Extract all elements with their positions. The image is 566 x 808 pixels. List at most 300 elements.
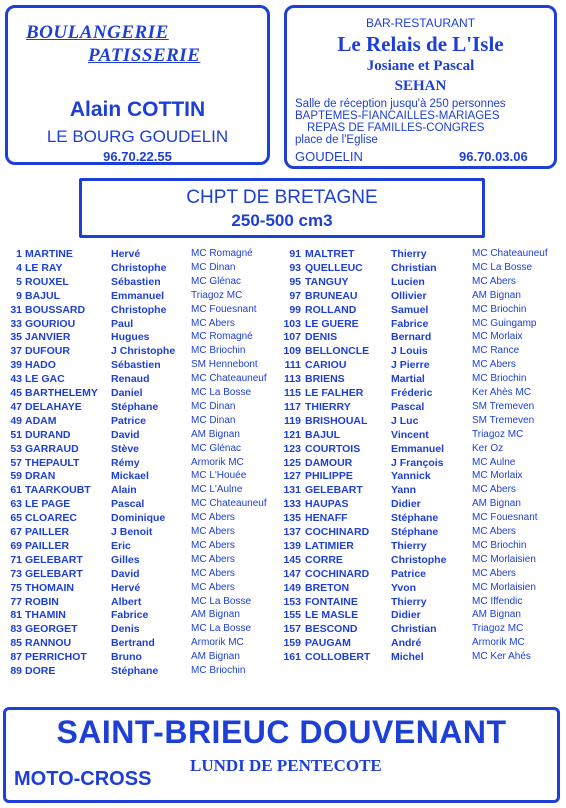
rider-club: Ker Ahès MC bbox=[472, 387, 531, 398]
rider-name: LE GAC bbox=[25, 373, 65, 386]
rider-club: AM Bignan bbox=[472, 609, 521, 621]
advert-bakery-line1: BOULANGERIE bbox=[26, 22, 169, 43]
rider-firstname: Denis bbox=[111, 623, 140, 636]
rider-firstname: Yannick bbox=[391, 470, 431, 483]
rider-name: CORRE bbox=[305, 553, 343, 566]
rider-firstname: Martial bbox=[391, 373, 425, 386]
advert-restaurant-type: BAR-RESTAURANT bbox=[365, 16, 476, 30]
rider-number: 89 bbox=[10, 665, 22, 677]
rider-club: Armorik MC bbox=[191, 637, 244, 649]
rider-number: 91 bbox=[289, 248, 301, 260]
rider-club: MC Briochin bbox=[191, 665, 246, 676]
rider-firstname: Fabrice bbox=[111, 609, 149, 622]
rider-firstname: Hervé bbox=[111, 248, 141, 260]
rider-number: 65 bbox=[10, 512, 22, 525]
rider-firstname: Albert bbox=[111, 595, 142, 608]
rider-row bbox=[0, 372, 566, 386]
championship-title: CHPT DE BRETAGNE bbox=[186, 187, 378, 208]
rider-name: GELEBART bbox=[25, 567, 83, 580]
rider-firstname: Bruno bbox=[111, 651, 142, 664]
rider-name: MALTRET bbox=[305, 248, 355, 260]
rider-row bbox=[0, 595, 566, 609]
rider-row bbox=[0, 344, 566, 358]
rider-club: SM Hennebont bbox=[191, 359, 258, 371]
advert-restaurant-surname: SEHAN bbox=[394, 78, 447, 94]
rider-club: MC Chateauneuf bbox=[472, 248, 548, 259]
rider-club: MC Abers bbox=[472, 275, 516, 287]
rider-row bbox=[0, 664, 566, 678]
rider-name: COCHINARD bbox=[305, 526, 370, 538]
rider-row bbox=[0, 317, 566, 331]
rider-row bbox=[0, 608, 566, 622]
rider-firstname: J Christophe bbox=[111, 345, 176, 358]
rider-number: 161 bbox=[283, 651, 301, 664]
rider-name: PERRICHOT bbox=[25, 651, 87, 664]
advert-bakery-line2: PATISSERIE bbox=[88, 45, 201, 66]
rider-name: LE FALHER bbox=[305, 387, 364, 399]
rider-firstname: Christophe bbox=[111, 303, 167, 316]
rider-number: 69 bbox=[10, 539, 22, 552]
rider-name: COCHINARD bbox=[305, 567, 370, 580]
rider-club: MC Fouesnant bbox=[472, 512, 538, 524]
rider-firstname: Christian bbox=[391, 261, 437, 274]
rider-name: BOUSSARD bbox=[25, 303, 86, 316]
rider-name: BRISHOUAL bbox=[305, 414, 368, 427]
rider-club: MC Aulne bbox=[472, 456, 516, 468]
rider-club: SM Tremeven bbox=[472, 414, 535, 426]
rider-firstname: Rémy bbox=[111, 456, 140, 469]
rider-firstname: J Benoit bbox=[111, 526, 153, 538]
rider-number: 119 bbox=[284, 414, 301, 427]
advert-restaurant-town: GOUDELIN bbox=[295, 149, 363, 164]
rider-number: 33 bbox=[10, 317, 22, 330]
rider-club: MC Abers bbox=[191, 526, 235, 537]
rider-club: MC Abers bbox=[191, 512, 235, 524]
rider-name: TANGUY bbox=[305, 275, 349, 288]
rider-club: MC Romagné bbox=[191, 331, 253, 343]
rider-row bbox=[0, 581, 566, 595]
rider-number: 43 bbox=[10, 373, 22, 386]
rider-firstname: J Luc bbox=[391, 414, 419, 427]
rider-number: 67 bbox=[10, 526, 22, 538]
rider-firstname: Sébastien bbox=[111, 275, 161, 288]
rider-name: THEPAULT bbox=[25, 456, 80, 469]
rider-firstname: David bbox=[111, 567, 140, 580]
rider-firstname: André bbox=[391, 637, 422, 650]
rider-row bbox=[0, 330, 566, 344]
rider-row bbox=[0, 553, 566, 567]
rider-firstname: Thierry bbox=[391, 248, 427, 260]
rider-name: COURTOIS bbox=[305, 442, 361, 455]
rider-number: 83 bbox=[10, 623, 22, 636]
rider-number: 93 bbox=[289, 261, 301, 274]
rider-number: 47 bbox=[10, 400, 22, 413]
rider-name: BESCOND bbox=[305, 623, 358, 636]
rider-number: 111 bbox=[284, 359, 301, 372]
rider-name: FONTAINE bbox=[305, 595, 358, 608]
rider-firstname: Lucien bbox=[391, 275, 425, 288]
rider-number: 107 bbox=[283, 331, 301, 344]
rider-number: 37 bbox=[10, 345, 22, 358]
rider-club: MC Chateauneuf bbox=[191, 498, 267, 510]
rider-name: PAILLER bbox=[25, 526, 70, 538]
rider-club: MC Briochin bbox=[472, 373, 527, 385]
rider-firstname: Michel bbox=[391, 651, 424, 664]
restaurant-advert bbox=[284, 5, 557, 169]
rider-club: MC Briochin bbox=[472, 539, 527, 551]
rider-firstname: Patrice bbox=[391, 567, 427, 580]
event-date: LUNDI DE PENTECOTE bbox=[190, 756, 382, 775]
rider-number: 97 bbox=[289, 289, 301, 302]
rider-number: 9 bbox=[16, 289, 22, 302]
rider-club: MC Morlaix bbox=[472, 470, 523, 482]
rider-number: 35 bbox=[10, 331, 22, 344]
rider-firstname: J Louis bbox=[391, 345, 428, 358]
rider-row bbox=[0, 525, 566, 539]
rider-row bbox=[0, 567, 566, 581]
rider-number: 125 bbox=[283, 456, 301, 469]
rider-club: AM Bignan bbox=[191, 428, 240, 440]
rider-name: CLOAREC bbox=[25, 512, 77, 525]
rider-firstname: J Pierre bbox=[391, 359, 430, 372]
rider-firstname: Didier bbox=[391, 609, 421, 622]
rider-firstname: Hervé bbox=[111, 581, 141, 594]
rider-name: MARTINE bbox=[25, 248, 73, 260]
rider-firstname: Fréderic bbox=[391, 387, 433, 399]
rider-firstname: Patrice bbox=[111, 414, 147, 427]
rider-club: MC Romagné bbox=[191, 248, 253, 259]
rider-club: MC La Bosse bbox=[191, 595, 252, 607]
rider-club: MC Morlaisien bbox=[472, 581, 536, 593]
rider-club: MC Rance bbox=[472, 345, 520, 357]
rider-club: MC L'Houée bbox=[191, 470, 247, 482]
rider-name: DELAHAYE bbox=[25, 400, 82, 413]
rider-row bbox=[0, 289, 566, 303]
rider-club: MC Abers bbox=[472, 526, 516, 537]
advert-bakery-owner: Alain COTTIN bbox=[69, 98, 206, 121]
rider-number: 145 bbox=[283, 553, 301, 566]
rider-club: MC Iffendic bbox=[472, 595, 523, 607]
rider-row bbox=[0, 358, 566, 372]
rider-club: AM Bignan bbox=[472, 289, 521, 301]
rider-club: MC Glénac bbox=[191, 275, 242, 287]
rider-number: 117 bbox=[284, 400, 301, 413]
rider-firstname: Bertrand bbox=[111, 637, 155, 650]
rider-club: SM Tremeven bbox=[472, 400, 535, 412]
rider-number: 137 bbox=[283, 526, 301, 538]
rider-firstname: David bbox=[111, 428, 140, 441]
rider-row bbox=[0, 622, 566, 636]
rider-number: 95 bbox=[289, 275, 301, 288]
rider-row bbox=[0, 247, 566, 261]
rider-firstname: Vincent bbox=[391, 428, 429, 441]
rider-firstname: Sébastien bbox=[111, 359, 161, 372]
rider-firstname: Stéphane bbox=[111, 665, 159, 677]
rider-row bbox=[0, 456, 566, 470]
event-banner bbox=[3, 707, 560, 803]
advert-restaurant-line4: place de l'Eglise bbox=[295, 134, 378, 146]
rider-name: DENIS bbox=[305, 331, 338, 344]
rider-club: MC Fouesnant bbox=[191, 303, 257, 315]
rider-name: LE PAGE bbox=[25, 498, 71, 511]
rider-club: MC Abers bbox=[191, 553, 235, 565]
rider-firstname: Didier bbox=[391, 498, 421, 511]
rider-number: 113 bbox=[284, 373, 301, 386]
rider-firstname: Samuel bbox=[391, 303, 429, 316]
rider-number: 99 bbox=[289, 303, 301, 316]
rider-firstname: Dominique bbox=[111, 512, 166, 525]
rider-club: MC Briochin bbox=[472, 303, 527, 315]
rider-name: BARTHELEMY bbox=[25, 387, 98, 399]
rider-number: 87 bbox=[10, 651, 22, 664]
rider-club: MC Dinan bbox=[191, 261, 236, 273]
rider-number: 155 bbox=[283, 609, 301, 622]
rider-row bbox=[0, 497, 566, 511]
rider-firstname: Daniel bbox=[111, 387, 143, 399]
rider-row bbox=[0, 261, 566, 275]
rider-name: THIERRY bbox=[305, 400, 351, 413]
rider-name: BAJUL bbox=[305, 428, 341, 441]
rider-firstname: Fabrice bbox=[391, 317, 429, 330]
rider-row bbox=[0, 442, 566, 456]
rider-club: MC Chateauneuf bbox=[191, 373, 267, 385]
rider-club: Triagoz MC bbox=[191, 289, 243, 301]
rider-number: 63 bbox=[10, 498, 22, 511]
rider-name: LE MASLE bbox=[305, 609, 359, 622]
rider-firstname: Gilles bbox=[111, 553, 140, 566]
advert-restaurant-owners: Josiane et Pascal bbox=[366, 58, 475, 74]
rider-number: 147 bbox=[283, 567, 301, 580]
rider-name: COLLOBERT bbox=[305, 651, 371, 664]
advert-restaurant-line2: BAPTEMES-FIANCAILLES-MARIAGES bbox=[295, 110, 500, 122]
event-location: SAINT-BRIEUC DOUVENANT bbox=[56, 714, 507, 750]
rider-name: BELLONCLE bbox=[305, 345, 370, 358]
rider-number: 5 bbox=[16, 275, 22, 288]
rider-name: PAUGAM bbox=[305, 637, 351, 650]
rider-row bbox=[0, 386, 566, 400]
rider-number: 39 bbox=[10, 359, 22, 372]
rider-list bbox=[0, 247, 566, 679]
rider-club: MC La Bosse bbox=[191, 623, 252, 635]
rider-name: HAUPAS bbox=[305, 498, 349, 511]
rider-firstname: Ollivier bbox=[391, 289, 427, 302]
rider-number: 153 bbox=[283, 595, 301, 608]
rider-firstname: Christophe bbox=[391, 553, 447, 566]
rider-firstname: Stéphane bbox=[391, 526, 439, 538]
rider-firstname: Christophe bbox=[111, 261, 167, 274]
rider-number: 85 bbox=[10, 637, 22, 650]
rider-firstname: Thierry bbox=[391, 539, 427, 552]
advert-restaurant-line1: Salle de réception jusqu'à 250 personnes bbox=[295, 98, 506, 110]
rider-number: 45 bbox=[10, 387, 22, 399]
rider-name: DUFOUR bbox=[25, 345, 70, 358]
rider-number: 73 bbox=[10, 567, 22, 580]
rider-firstname: Yvon bbox=[391, 581, 417, 594]
rider-club: MC Abers bbox=[191, 539, 235, 551]
rider-name: HADO bbox=[25, 359, 56, 372]
rider-firstname: Stéphane bbox=[111, 400, 159, 413]
rider-firstname: Stève bbox=[111, 442, 140, 455]
rider-number: 49 bbox=[10, 414, 22, 427]
rider-club: Triagoz MC bbox=[472, 623, 524, 635]
rider-number: 133 bbox=[283, 498, 301, 511]
advert-restaurant-line3: REPAS DE FAMILLES-CONGRES bbox=[307, 122, 485, 134]
rider-firstname: Pascal bbox=[391, 400, 425, 413]
rider-number: 103 bbox=[283, 317, 301, 330]
rider-club: MC Glénac bbox=[191, 442, 242, 454]
rider-club: Armorik MC bbox=[472, 637, 525, 649]
rider-name: ADAM bbox=[25, 414, 57, 427]
rider-club: Triagoz MC bbox=[472, 428, 524, 440]
rider-number: 1 bbox=[16, 248, 22, 260]
rider-name: LATIMIER bbox=[305, 539, 354, 552]
rider-name: DRAN bbox=[25, 470, 56, 483]
rider-firstname: Mickael bbox=[111, 470, 149, 483]
rider-number: 123 bbox=[283, 442, 301, 455]
rider-club: AM Bignan bbox=[472, 498, 521, 510]
rider-name: TAARKOUBT bbox=[25, 484, 91, 497]
rider-firstname: Emmanuel bbox=[111, 289, 165, 302]
bakery-advert bbox=[5, 5, 270, 165]
advert-restaurant-name: Le Relais de L'Isle bbox=[337, 32, 504, 56]
rider-row bbox=[0, 303, 566, 317]
rider-row bbox=[0, 483, 566, 497]
rider-number: 61 bbox=[10, 484, 22, 497]
rider-firstname: Stéphane bbox=[391, 512, 439, 525]
championship-box bbox=[79, 178, 485, 238]
rider-firstname: Emmanuel bbox=[391, 442, 445, 455]
rider-name: LE RAY bbox=[25, 261, 63, 274]
rider-number: 4 bbox=[16, 261, 22, 274]
rider-club: MC Ker Ahés bbox=[472, 651, 531, 663]
rider-firstname: Yann bbox=[391, 484, 417, 497]
rider-firstname: Thierry bbox=[391, 595, 427, 608]
rider-club: MC La Bosse bbox=[472, 261, 533, 273]
rider-name: GELEBART bbox=[25, 553, 83, 566]
rider-number: 81 bbox=[10, 609, 22, 622]
rider-number: 127 bbox=[283, 470, 301, 483]
advert-restaurant-phone: 96.70.03.06 bbox=[459, 149, 528, 164]
rider-number: 121 bbox=[283, 428, 301, 441]
rider-firstname: Renaud bbox=[111, 373, 150, 386]
rider-name: THOMAIN bbox=[25, 581, 74, 594]
championship-category: 250-500 cm3 bbox=[231, 211, 333, 230]
rider-number: 57 bbox=[10, 456, 22, 469]
rider-name: JANVIER bbox=[25, 331, 71, 344]
rider-name: DURAND bbox=[25, 428, 71, 441]
rider-club: MC Briochin bbox=[191, 345, 246, 357]
rider-name: QUELLEUC bbox=[305, 261, 363, 274]
rider-firstname: Eric bbox=[111, 539, 131, 552]
rider-club: MC Abers bbox=[191, 317, 235, 329]
rider-firstname: Alain bbox=[111, 484, 137, 497]
rider-row bbox=[0, 511, 566, 525]
rider-club: MC Abers bbox=[191, 567, 235, 579]
rider-row bbox=[0, 414, 566, 428]
rider-club: MC Abers bbox=[472, 484, 516, 496]
rider-name: HENAFF bbox=[305, 512, 348, 525]
rider-row bbox=[0, 539, 566, 553]
rider-club: MC Abers bbox=[472, 567, 516, 579]
rider-firstname: Bernard bbox=[391, 331, 432, 344]
rider-number: 75 bbox=[10, 581, 22, 594]
rider-row bbox=[0, 428, 566, 442]
rider-number: 77 bbox=[10, 595, 22, 608]
rider-number: 51 bbox=[10, 428, 22, 441]
rider-club: MC Dinan bbox=[191, 400, 236, 412]
rider-number: 159 bbox=[283, 637, 301, 650]
rider-club: Armorik MC bbox=[191, 456, 244, 468]
advert-bakery-phone: 96.70.22.55 bbox=[103, 149, 172, 164]
rider-club: MC L'Aulne bbox=[191, 484, 243, 496]
rider-firstname: Christian bbox=[391, 623, 437, 636]
rider-firstname: J François bbox=[391, 456, 444, 469]
rider-name: BRETON bbox=[305, 581, 350, 594]
rider-name: CARIOU bbox=[305, 359, 347, 372]
rider-club: MC Abers bbox=[472, 359, 516, 371]
rider-club: MC Abers bbox=[191, 581, 235, 593]
rider-club: AM Bignan bbox=[191, 651, 240, 663]
rider-firstname: Pascal bbox=[111, 498, 145, 511]
rider-firstname: Hugues bbox=[111, 331, 150, 344]
rider-firstname: Paul bbox=[111, 317, 134, 330]
rider-name: BRIENS bbox=[305, 373, 345, 386]
rider-row bbox=[0, 650, 566, 664]
rider-name: THAMIN bbox=[25, 609, 66, 622]
rider-club: MC Guingamp bbox=[472, 317, 537, 329]
rider-club: MC Morlaisien bbox=[472, 553, 536, 565]
rider-club: MC Dinan bbox=[191, 414, 236, 426]
rider-number: 149 bbox=[283, 581, 301, 594]
event-type: MOTO-CROSS bbox=[14, 768, 152, 790]
rider-number: 139 bbox=[283, 539, 301, 552]
rider-number: 59 bbox=[10, 470, 22, 483]
rider-number: 71 bbox=[10, 553, 22, 566]
rider-name: GELEBART bbox=[305, 484, 363, 497]
rider-row bbox=[0, 469, 566, 483]
rider-club: MC Morlaix bbox=[472, 331, 523, 343]
rider-number: 157 bbox=[283, 623, 301, 636]
rider-number: 115 bbox=[284, 387, 301, 399]
rider-club: MC La Bosse bbox=[191, 387, 252, 398]
rider-name: BRUNEAU bbox=[305, 289, 358, 302]
rider-number: 31 bbox=[10, 303, 22, 316]
rider-name: GARRAUD bbox=[25, 442, 79, 455]
rider-name: ROUXEL bbox=[25, 275, 69, 288]
advert-bakery-place: LE BOURG GOUDELIN bbox=[46, 127, 229, 146]
rider-name: LE GUERE bbox=[305, 317, 359, 330]
rider-number: 131 bbox=[283, 484, 301, 497]
rider-name: RANNOU bbox=[25, 637, 72, 650]
rider-name: PHILIPPE bbox=[305, 470, 353, 483]
rider-number: 109 bbox=[283, 345, 301, 358]
rider-number: 53 bbox=[10, 442, 22, 455]
rider-name: GOURIOU bbox=[25, 317, 76, 330]
rider-row bbox=[0, 275, 566, 289]
rider-name: DAMOUR bbox=[305, 456, 353, 469]
rider-name: GEORGET bbox=[25, 623, 78, 636]
rider-club: Ker Oz bbox=[472, 442, 504, 454]
rider-number: 135 bbox=[283, 512, 301, 525]
rider-club: AM Bignan bbox=[191, 609, 240, 621]
rider-name: ROLLAND bbox=[305, 303, 357, 316]
rider-row bbox=[0, 400, 566, 414]
rider-name: BAJUL bbox=[25, 289, 61, 302]
rider-name: PAILLER bbox=[25, 539, 70, 552]
rider-name: DORE bbox=[25, 665, 56, 677]
rider-name: ROBIN bbox=[25, 595, 59, 608]
rider-row bbox=[0, 636, 566, 650]
